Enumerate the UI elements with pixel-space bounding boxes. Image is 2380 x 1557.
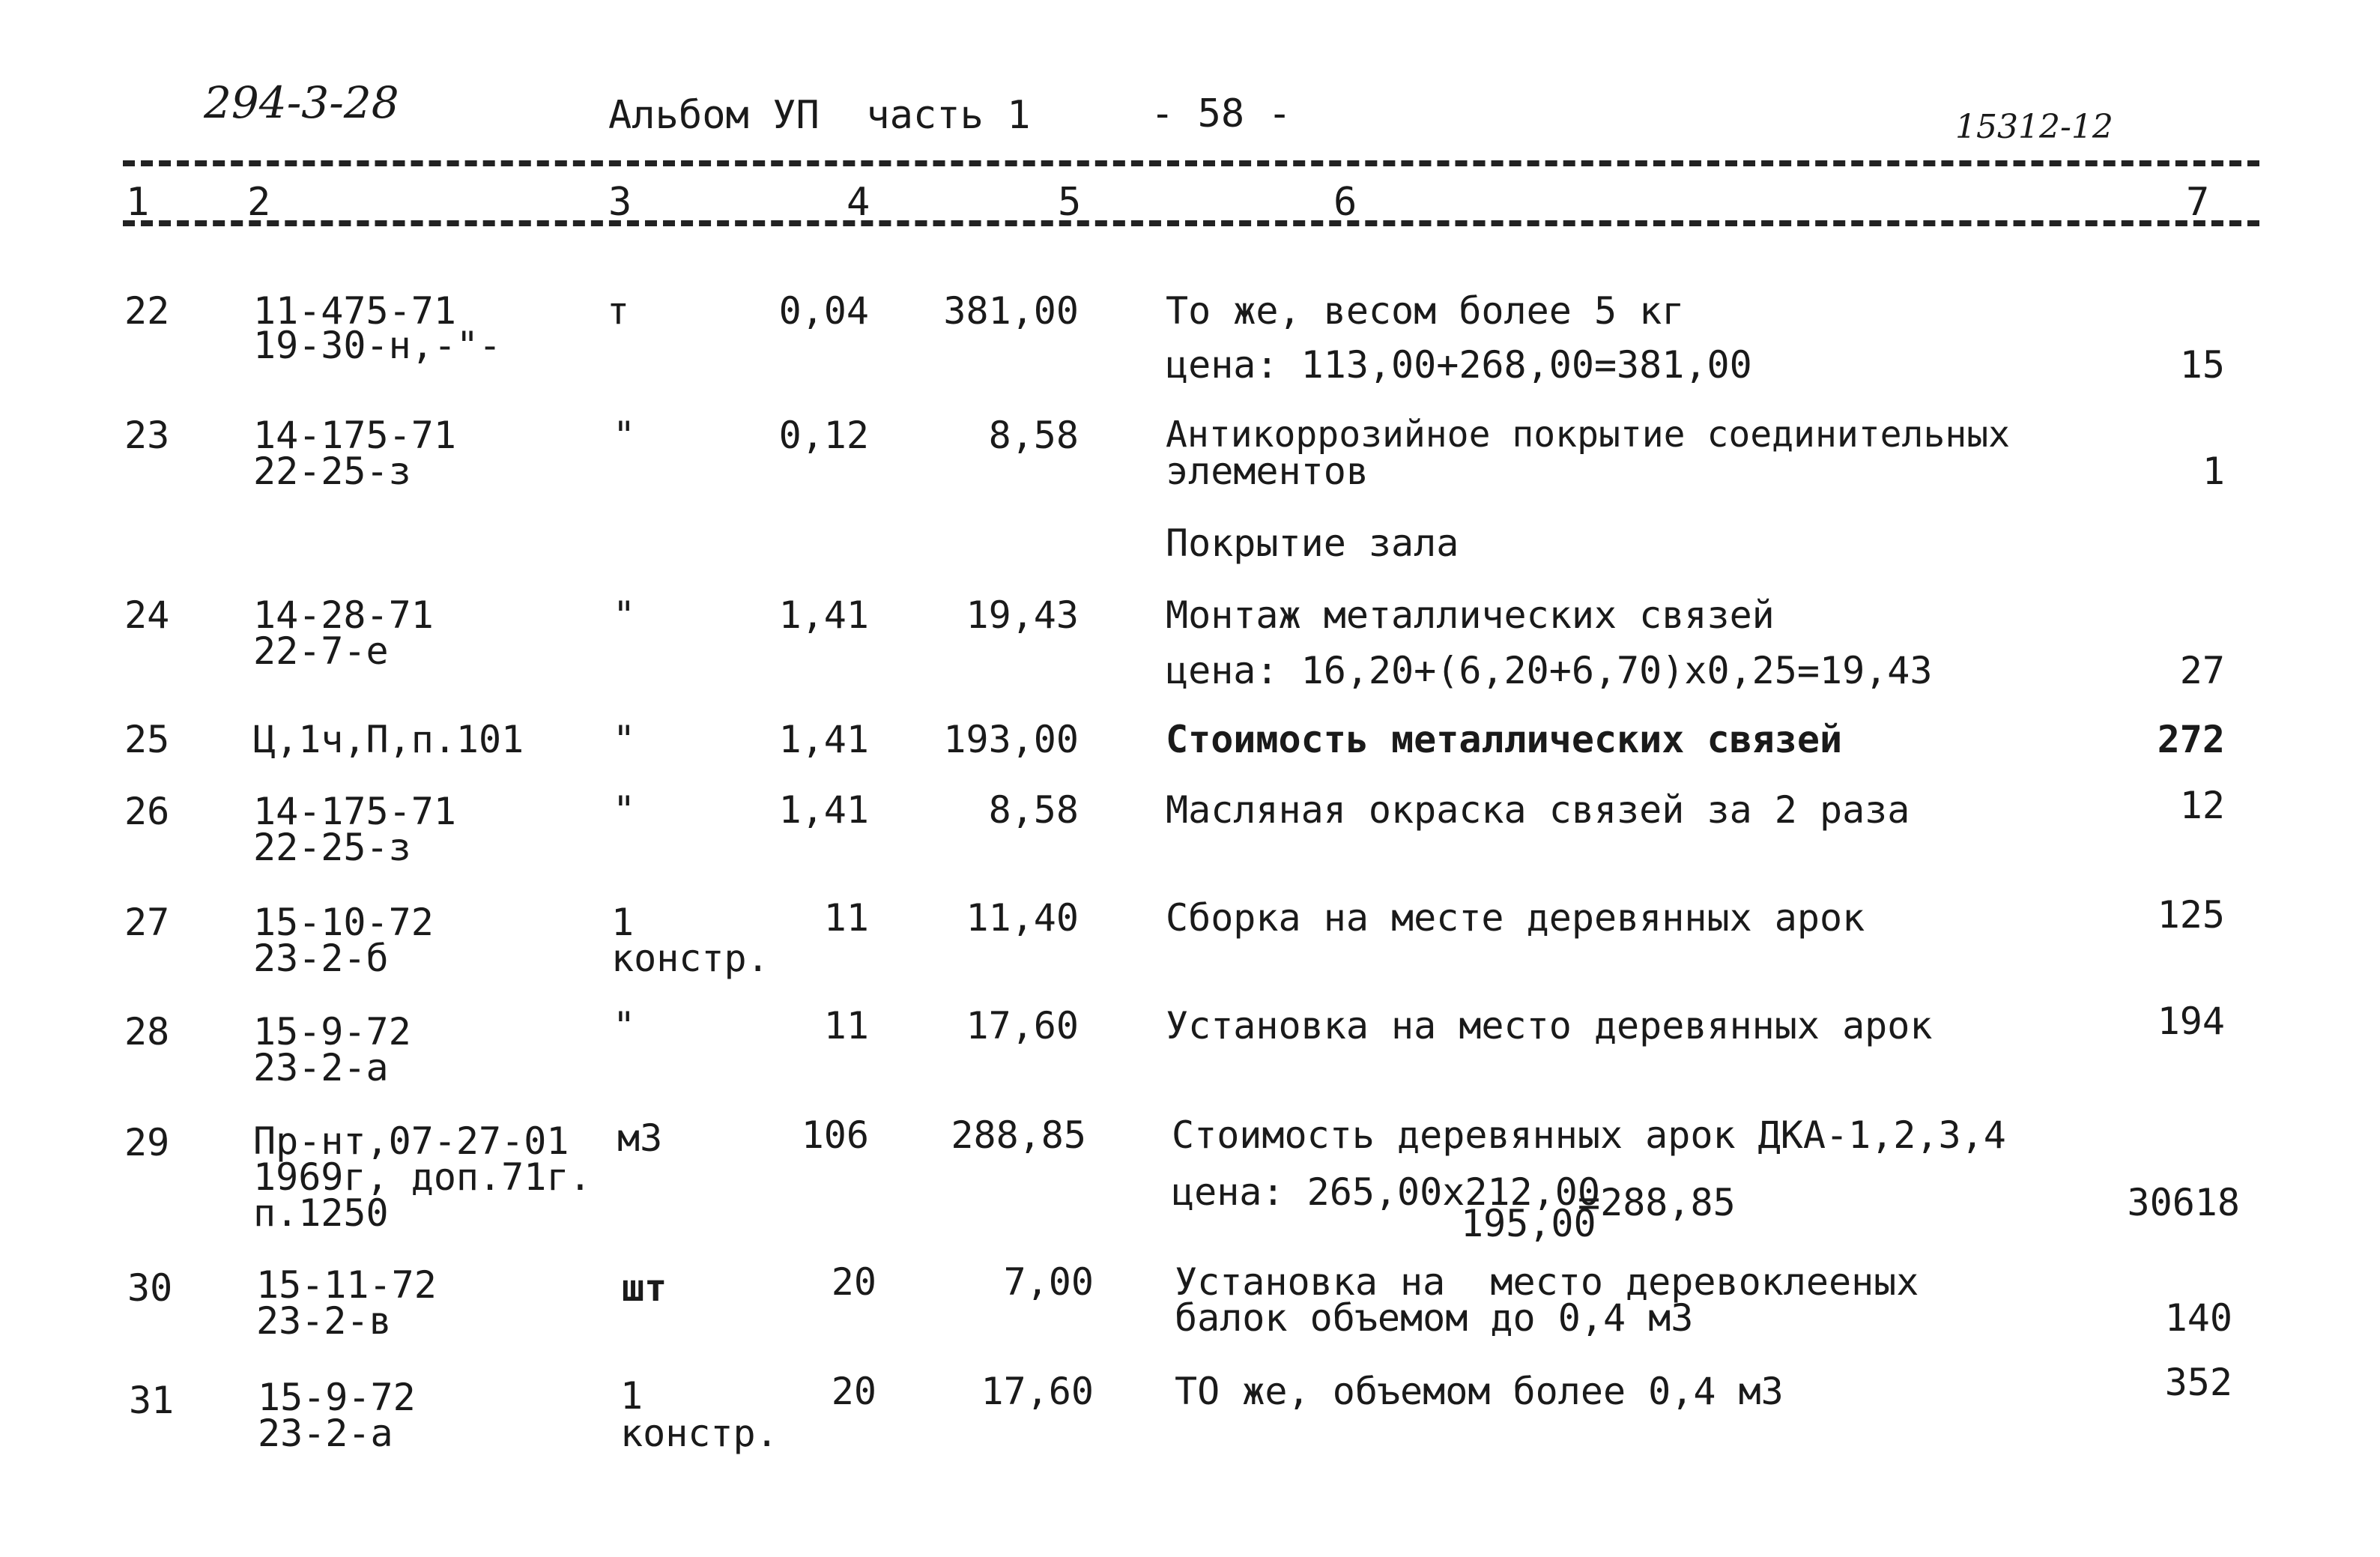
norm-code: 15-10-72 bbox=[253, 901, 434, 944]
row-number: 27 bbox=[124, 901, 170, 944]
price-calculation: цена: 113,00+268,00=381,00 bbox=[1166, 343, 1752, 387]
unit-price: 17,60 bbox=[981, 1370, 1094, 1413]
norm-code: 15-9-72 bbox=[258, 1376, 416, 1419]
description: ТО же, объемом более 0,4 м3 bbox=[1175, 1370, 1784, 1413]
column-header-2: 2 bbox=[247, 180, 271, 225]
row-number: 23 bbox=[124, 414, 170, 457]
total: 27 bbox=[2179, 649, 2225, 692]
row-number: 28 bbox=[124, 1010, 170, 1053]
unit: м3 bbox=[617, 1116, 663, 1160]
unit-price: 11,40 bbox=[966, 896, 1079, 940]
total: 30618 bbox=[2127, 1181, 2240, 1224]
unit: " bbox=[613, 1004, 636, 1047]
total: 1 bbox=[2202, 450, 2225, 493]
description: Монтаж металлических связей bbox=[1166, 593, 1775, 637]
price-calculation: цена: 265,00x212,00 bbox=[1172, 1170, 1600, 1214]
unit-price: 193,00 bbox=[943, 718, 1079, 761]
column-header-7: 7 bbox=[2186, 180, 2210, 225]
norm-code: 22-7-е bbox=[253, 629, 389, 673]
total: 272 bbox=[2157, 718, 2225, 761]
column-header-6: 6 bbox=[1333, 180, 1357, 225]
row-number: 24 bbox=[124, 593, 170, 637]
price-calculation-denominator: 195,00 bbox=[1461, 1202, 1596, 1245]
norm-code: 14-28-71 bbox=[253, 593, 434, 637]
unit-price: 381,00 bbox=[943, 289, 1079, 333]
unit: " bbox=[613, 593, 636, 637]
page-number: - 58 - bbox=[1151, 91, 1292, 136]
norm-code: Пр-нт,07-27-01 bbox=[253, 1119, 569, 1163]
description: Стоимость металлических связей bbox=[1166, 718, 1843, 761]
description: Установка на место деревянных арок bbox=[1166, 1004, 1933, 1047]
description: Установка на место деревоклееных bbox=[1175, 1260, 1919, 1304]
section-heading: Покрытие зала bbox=[1166, 521, 1459, 565]
unit-price: 8,58 bbox=[988, 788, 1079, 832]
norm-code: 15-11-72 bbox=[256, 1263, 437, 1307]
unit: 1 bbox=[611, 901, 635, 944]
quantity: 1,41 bbox=[778, 593, 869, 637]
unit: шт bbox=[622, 1266, 667, 1310]
album-title: Альбом УП часть 1 bbox=[608, 93, 1031, 138]
total: 140 bbox=[2164, 1296, 2232, 1340]
description: Антикоррозийное покрытие соединительных bbox=[1166, 414, 2011, 456]
norm-code: 23-2-в bbox=[256, 1299, 392, 1343]
header-bottom-rule bbox=[123, 220, 2259, 226]
row-number: 22 bbox=[124, 289, 170, 333]
quantity: 20 bbox=[831, 1370, 876, 1413]
unit-price: 8,58 bbox=[988, 414, 1079, 457]
norm-code: 15-9-72 bbox=[253, 1010, 411, 1053]
unit: " bbox=[613, 788, 636, 832]
norm-code: 22-25-з bbox=[253, 826, 411, 869]
unit-price: 17,60 bbox=[966, 1004, 1079, 1047]
unit: " bbox=[613, 414, 636, 457]
row-number: 30 bbox=[127, 1266, 173, 1310]
column-header-5: 5 bbox=[1058, 180, 1082, 225]
total: 352 bbox=[2164, 1361, 2232, 1404]
description: балок объемом до 0,4 м3 bbox=[1175, 1296, 1694, 1340]
column-header-1: 1 bbox=[126, 180, 150, 225]
norm-code: п.1250 bbox=[253, 1191, 389, 1235]
description: Сборка на месте деревянных арок bbox=[1166, 896, 1865, 940]
price-calculation-result: =288,85 bbox=[1578, 1181, 1736, 1224]
handwritten-document-code: 294-3-28 bbox=[204, 77, 399, 128]
unit: констр. bbox=[611, 937, 769, 980]
header-top-rule bbox=[123, 160, 2259, 166]
row-number: 29 bbox=[124, 1121, 170, 1164]
description: элементов bbox=[1166, 450, 1369, 493]
column-header-3: 3 bbox=[608, 180, 632, 225]
quantity: 1,41 bbox=[778, 718, 869, 761]
norm-code: 23-2-а bbox=[253, 1046, 389, 1089]
unit-price: 7,00 bbox=[1003, 1260, 1094, 1304]
norm-code: 11-475-71 bbox=[253, 289, 456, 333]
row-number: 31 bbox=[129, 1379, 175, 1422]
description: То же, весом более 5 кг bbox=[1166, 289, 1685, 333]
quantity: 20 bbox=[831, 1260, 876, 1304]
total: 194 bbox=[2157, 1000, 2225, 1043]
unit: 1 bbox=[620, 1374, 644, 1418]
row-number: 25 bbox=[124, 718, 170, 761]
norm-code: 14-175-71 bbox=[253, 790, 456, 833]
norm-code: 22-25-з bbox=[253, 450, 411, 493]
norm-code: 14-175-71 bbox=[253, 414, 456, 457]
quantity: 11 bbox=[823, 1004, 869, 1047]
total: 12 bbox=[2179, 784, 2225, 827]
quantity: 1,41 bbox=[778, 788, 869, 832]
price-calculation: цена: 16,20+(6,20+6,70)x0,25=19,43 bbox=[1166, 649, 1933, 692]
norm-code: 1969г, доп.71г. bbox=[253, 1155, 592, 1199]
norm-code: 23-2-б bbox=[253, 937, 389, 980]
unit: " bbox=[613, 718, 636, 761]
row-number: 26 bbox=[124, 790, 170, 833]
total: 15 bbox=[2179, 343, 2225, 387]
unit-price: 288,85 bbox=[951, 1113, 1086, 1157]
norm-code: 19-30-н,-"- bbox=[253, 324, 502, 367]
norm-code: 23-2-а bbox=[258, 1412, 393, 1455]
quantity: 106 bbox=[801, 1113, 869, 1157]
total: 125 bbox=[2157, 893, 2225, 937]
norm-code: Ц,1ч,П,п.101 bbox=[253, 718, 524, 761]
description: Масляная окраска связей за 2 раза bbox=[1166, 788, 1910, 832]
quantity: 0,12 bbox=[778, 414, 869, 457]
description: Стоимость деревянных арок ДКА-1,2,3,4 bbox=[1172, 1113, 2006, 1157]
unit-price: 19,43 bbox=[966, 593, 1079, 637]
column-header-4: 4 bbox=[847, 180, 870, 225]
quantity: 0,04 bbox=[778, 289, 869, 333]
handwritten-registration-number: 15312-12 bbox=[1955, 108, 2113, 146]
unit: констр. bbox=[620, 1412, 778, 1455]
unit: т bbox=[607, 289, 630, 333]
quantity: 11 bbox=[823, 896, 869, 940]
